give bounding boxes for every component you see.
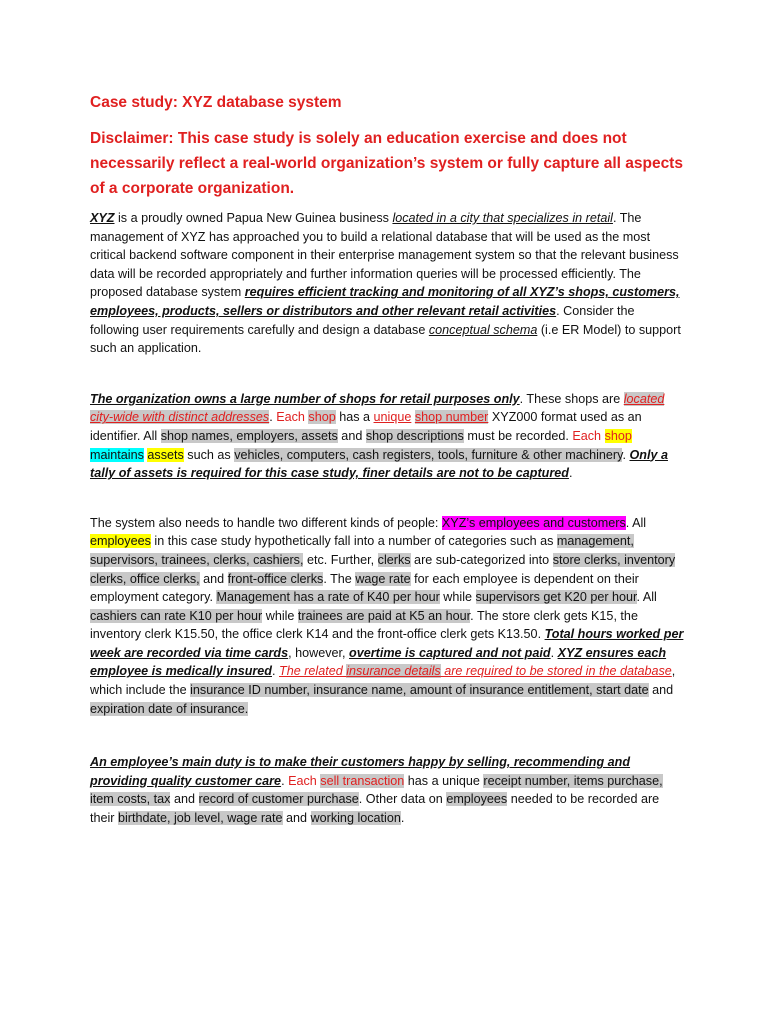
xyz-label: XYZ [90,211,115,225]
text-run: (i.e ER Model) to support such an application. [90,322,681,356]
text-run: vehicles, computers, cash registers, tools, furniture & other machinery [234,447,623,462]
intro-paragraph [90,209,686,358]
text-run: . All [636,590,657,605]
text-run: clerks [377,552,411,567]
text-run: working location [310,811,401,826]
text-run: The organization owns a large number of shops for retail purposes only [90,391,520,406]
text-run: record of customer purchase [198,792,359,807]
text-run: shop number [414,410,489,425]
text-run: sell transaction [320,773,405,788]
text-run: has a [335,410,374,425]
text-run: must be recorded. [463,428,573,443]
text-run: The related [279,664,347,679]
text-run: while [439,590,476,605]
text-run: . The management of XYZ has approached you to build a relational database that will be used as the most critical backend software component in their enterprise management system so that the relevant business data will be recorded appropriately and further information queries will be processed efficiently. The proposed database system [90,211,679,300]
text-run: Only a tally of assets is required for this case study, finer details are not to be captured [90,447,668,481]
text-run: . [400,811,405,826]
text-run: and [648,683,674,698]
text-run: Each [572,428,605,443]
text-run: and [199,571,228,586]
text-run: . [269,410,277,425]
text-run: located in a city that specializes in retail [392,211,613,225]
text-run: . The store clerk gets K15, the inventory clerk K15.50, the office clerk K14 and the front-office clerk gets K13.50. [90,608,638,642]
text-run: are sub-categorized into [410,552,553,567]
text-run: overtime is captured and not paid [349,645,551,660]
text-run: requires efficient tracking and monitoring of all XYZ’s shops, customers, employees, products, sellers or distributors and other relevant retail activities [90,285,680,318]
text-run: and [170,792,199,807]
text-run: expiration date of insurance. [90,701,249,716]
text-run: , which include the [90,664,676,698]
document-page [90,92,686,828]
text-run: unique [373,410,412,425]
text-run: An employee’s main duty is to make their customers happy by selling, recommending and providing quality customer care [90,755,631,788]
text-run: such as [183,447,235,462]
text-run: shop names, employers, assets [160,428,338,443]
text-run: . Consider the following user requirements carefully and design a database [90,303,635,337]
case-study-title: Case study: XYZ database system [90,94,342,111]
text-run: employees [90,534,151,549]
text-run: maintains [90,447,144,462]
text-run: XYZ ensures each employee is medically insured [90,645,667,679]
text-run: Total hours worked per week are recorded via time cards [90,627,684,660]
text-run: and [282,811,311,826]
text-run: . [622,447,630,462]
text-run: trainees are paid at K5 an hour [297,608,471,623]
text-run: are required to be stored in the database [440,664,672,679]
text-run: XYZ000 format used as an identifier. All [90,410,642,443]
text-run: is a proudly owned Papua New Guinea business [114,211,393,225]
text-run: receipt number, items purchase, item costs, tax [90,773,663,807]
text-run: . [281,773,289,788]
text-run: . [272,664,279,679]
text-run: , however, [288,645,350,660]
text-run: . [550,645,558,660]
disclaimer: Disclaimer: This case study is solely an education exercise and does not necessarily reflect a real-world organization’s system or fully capture all aspects of a corporate organization. [90,130,683,197]
text-run: front-office clerks [227,571,324,586]
text-run: store clerks, inventory clerks, office clerks, [90,552,676,586]
text-run: shop descriptions [365,428,464,443]
text-run: . Other data on [358,792,447,807]
text-run: assets [147,447,184,462]
text-run: XYZ’s employees and customers [441,515,626,530]
text-run: shop [604,428,632,443]
text-run: The system also needs to handle two different kinds of people: [90,515,442,530]
text-run: Each [276,410,309,425]
people-paragraph [90,514,686,719]
text-run: conceptual schema [428,322,538,337]
shops-paragraph [90,390,686,483]
text-run: Management has a rate of K40 per hour [216,590,440,605]
text-run: employees [446,792,508,807]
text-run: management, supervisors, trainees, clerks, cashiers, [90,534,634,567]
text-run: has a unique [404,773,484,788]
text-run: shop [308,410,336,425]
text-run: located city-wide with distinct addresses [90,391,665,425]
text-run: wage rate [355,571,411,586]
text-run: . The [323,571,356,586]
text-run: cashiers can rate K10 per hour [90,608,263,623]
text-run: while [262,608,298,623]
text-run: insurance ID number, insurance name, amount of insurance entitlement, start date [190,683,649,698]
text-run: insurance details [346,664,441,679]
text-run: . All [625,515,647,530]
text-run: for each employee is dependent on their employment category. [90,571,639,605]
text-run: in this case study hypothetically fall into a number of categories such as [150,534,557,549]
duties-paragraph [90,753,686,827]
text-run: birthdate, job level, wage rate [118,811,283,826]
text-run: . [568,466,573,481]
text-run: supervisors get K20 per hour [475,590,637,605]
text-run: needed to be recorded are their [90,792,660,826]
text-run: etc. Further, [303,552,378,567]
text-run: Each [288,773,321,788]
text-run: . These shops are [519,391,624,406]
text-run: and [337,428,366,443]
